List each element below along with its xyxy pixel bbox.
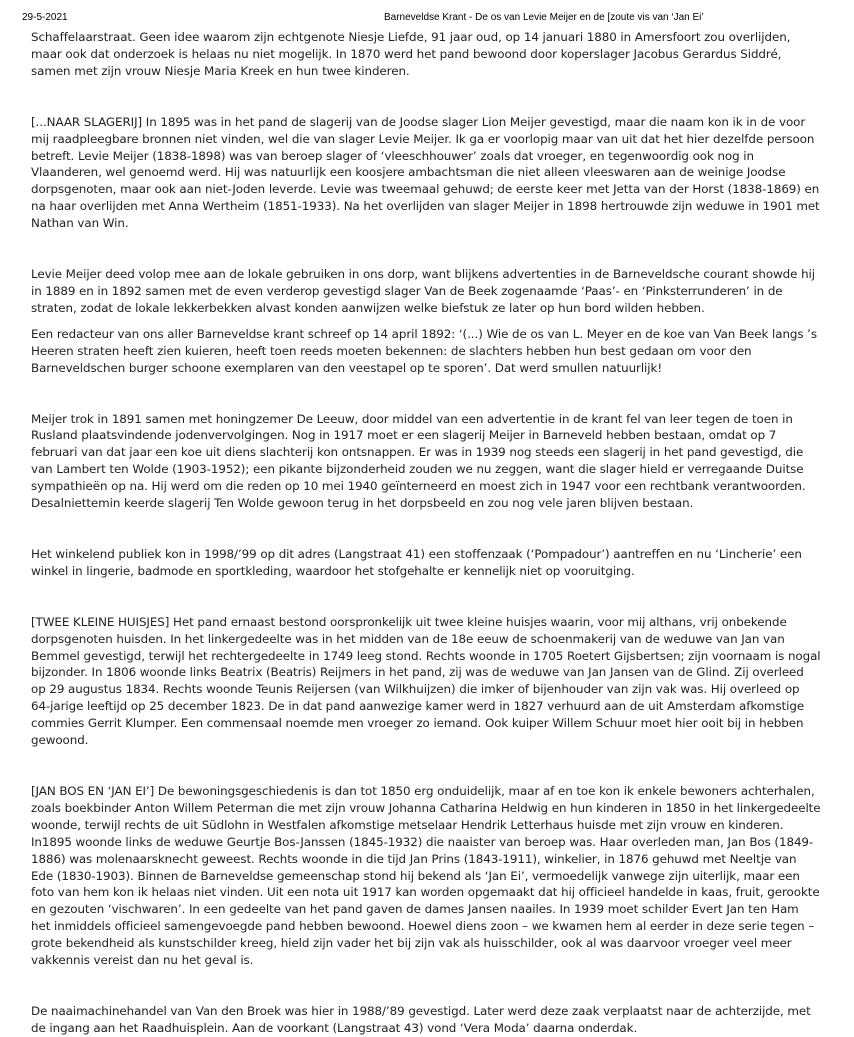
paragraph-jan-bos-jan-ei: [JAN BOS EN ‘JAN EI’] De bewoningsgeschiedenis is dan tot 1850 erg onduidelijk, maar af en toe kon ik enkele bewoners achterhalen, zoals boekbinder Anton Willem Peterman die met zijn vrouw Johanna Catharina Heldwig en hun kinderen in 1850 in het linkergedeelte woonde, terwijl rechts de uit Südlohn in Westfalen afkomstige metselaar Hendrik Letterhaus huisde met zijn vrouw en kinderen. In1895 woonde links de weduwe Geurtje Bos-Janssen (1845-1932) die naaister van beroep was. Haar overleden man, Jan Bos (1849-1886) was molenaarsknecht geweest. Rechts woonde in die tijd Jan Prins (1843-1911), winkelier, in 1876 gehuwd met Neeltje van Ede (1830-1903). Binnen de Barneveldse gemeenschap stond hij bekend als ‘Jan Ei’, vermoedelijk vanwege zijn uiterlijk, maar een foto van hem kon ik helaas niet vinden. Uit een nota uit 1917 kan worden opgemaakt dat hij officieel handelde in kaas, fruit, gerookte en gezouten ‘vischwaren’. In een gedeelte van het pand gaven de dames Jansen naailes. In 1939 moet schilder Evert Jan ten Ham het inmiddels officieel samengevoegde pand hebben bewoond. Hoewel diens zoon – we kwamen hem al eerder in deze serie tegen – grote bekendheid als kunstschilder kreeg, hield zijn vader het bij zijn vak als huisschilder, ook al was daarvoor vroeger veel meer vakkennis vereist dan nu het geval is.	[31, 784, 821, 968]
print-header	[22, 11, 832, 25]
print-date: 29-5-2021	[22, 12, 68, 23]
paragraph-redacteur-quote: Een redacteur van ons aller Barneveldse krant schreef op 14 april 1892: ‘(...) Wie de os van L. Meyer en de koe van Van Beek langs ’s Heeren straten heeft zien kuieren, heeft toen reeds moeten bekennen: de slachters hebben hun best gedaan om voor den Barneveldschen burger schoone exemplaren van den veestapel op te sporen’. Dat werd smullen natuurlijk!	[31, 326, 817, 375]
paragraph-meijer-1891: Meijer trok in 1891 samen met honingzemer De Leeuw, door middel van een advertentie in de krant fel van leer tegen de toen in Rusland plaatsvindende jodenvervolgingen. Nog in 1917 moet er een slagerij Meijer in Barneveld hebben bestaan, omdat op 7 februari van dat jaar een koe uit diens slachterij kon ontsnappen. Er was in 1939 nog steeds een slagerij in het pand gevestigd, die van Lambert ten Wolde (1903-1952); een pikante bijzonderheid zouden we nu zeggen, want die slager hield er verregaande Duitse sympathieën op na. Hij werd om die reden op 10 mei 1940 geïnterneerd en moest zich in 1947 voor een rechtbank verantwoorden. Desalniettemin keerde slagerij Ten Wolde gewoon terug in het dorpsbeeld en zou nog vele jaren blijven bestaan.	[31, 411, 806, 511]
article-body	[31, 29, 821, 1037]
paragraph-twee-kleine-huisjes: [TWEE KLEINE HUISJES] Het pand ernaast bestond oorspronkelijk uit twee kleine huisjes waarin, voor mij althans, vrij onbekende dorpsgenoten huisden. In het linkergedeelte was in het midden van de 18e eeuw de schoenmakerij van de weduwe van Jan van Bemmel gevestigd, terwijl het rechtergedeelte in 1749 leeg stond. Rechts woonde in 1705 Roetert Gijsbertsen; zijn voornaam is nogal bijzonder. In 1806 woonde links Beatrix (Beatris) Reijmers in het pand, zij was de weduwe van Jan Jansen van de Glind. Zij overleed op 29 augustus 1834. Rechts woonde Teunis Reijersen (van Wilkhuijzen) die imker of bijenhouder van zijn vak was. Hij overleed op 64-jarige leeftijd op 25 december 1823. De in dat pand aanwezige kamer werd in 1827 verhuurd aan de uit Amsterdam afkomstige commies Gerrit Klumper. Een commensaal noemde men vroeger zo iemand. Ook kuiper Willem Schuur moet hier ooit bij in hebben gewoond.	[31, 614, 821, 748]
paragraph-winkelend-publiek: Het winkelend publiek kon in 1998/’99 op dit adres (Langstraat 41) een stoffenzaak (‘Pompadour’) aantreffen en nu ‘Lincherie’ een winkel in lingerie, badmode en sportkleding, waardoor het stofgehalte er kennelijk niet op vooruitging.	[31, 546, 802, 578]
paragraph-intro: Schaffelaarstraat. Geen idee waarom zijn echtgenote Niesje Liefde, 91 jaar oud, op 14 januari 1880 in Amersfoort zou overlijden, maar ook dat onderzoek is helaas nu niet mogelijk. In 1870 werd het pand bewoond door koperslager Jacobus Gerardus Siddré, samen met zijn vrouw Niesje Maria Kreek en hun twee kinderen.	[31, 30, 791, 78]
paragraph-lokale-gebruiken: Levie Meijer deed volop mee aan de lokale gebruiken in ons dorp, want blijkens advertenties in de Barneveldsche courant showde hij in 1889 en in 1892 samen met de even verderop gevestigd slager Van de Beek zogenaamde ‘Paas’- en ‘Pinksterrunderen’ in de straten, zodat de lokale lekkerbekken alvast konden aanwijzen welke biefstuk ze later op hun bord wilden hebben.	[31, 267, 815, 315]
paragraph-naar-slagerij: [...NAAR SLAGERIJ] In 1895 was in het pand de slagerij van de Joodse slager Lion Meijer gevestigd, maar die naam kon ik in de voor mij raadpleegbare bronnen niet vinden, wel die van slager Levie Meijer. Ik ga er voorlopig maar van uit dat het hier dezelfde persoon betreft. Levie Meijer (1838-1898) was van beroep slager of ‘vleeschhouwer’ zoals dat vroeger, en tegenwoordig ook nog in Vlaanderen, wel genoemd werd. Hij was natuurlijk een koosjere ambachtsman die niet alleen vleeswaren aan de weinige Joodse dorpsgenoten, maar ook aan niet-Joden leverde. Levie was tweemaal gehuwd; de eerste keer met Jetta van der Horst (1838-1869) en na haar overlijden met Anna Wertheim (1851-1933). Na het overlijden van slager Meijer in 1898 hertrouwde zijn weduwe in 1901 met Nathan van Win.	[31, 114, 820, 231]
paragraph-naaimachinehandel: De naaimachinehandel van Van den Broek was hier in 1988/’89 gevestigd. Later werd deze zaak verplaatst naar de achterzijde, met de ingang aan het Raadhuisplein. Aan de voorkant (Langstraat 43) vond ‘Vera Moda’ daarna onderdak.	[31, 1003, 811, 1035]
print-page-title: Barneveldse Krant - De os van Levie Meijer en de [zoute vis van ‘Jan Ei’	[384, 12, 704, 23]
